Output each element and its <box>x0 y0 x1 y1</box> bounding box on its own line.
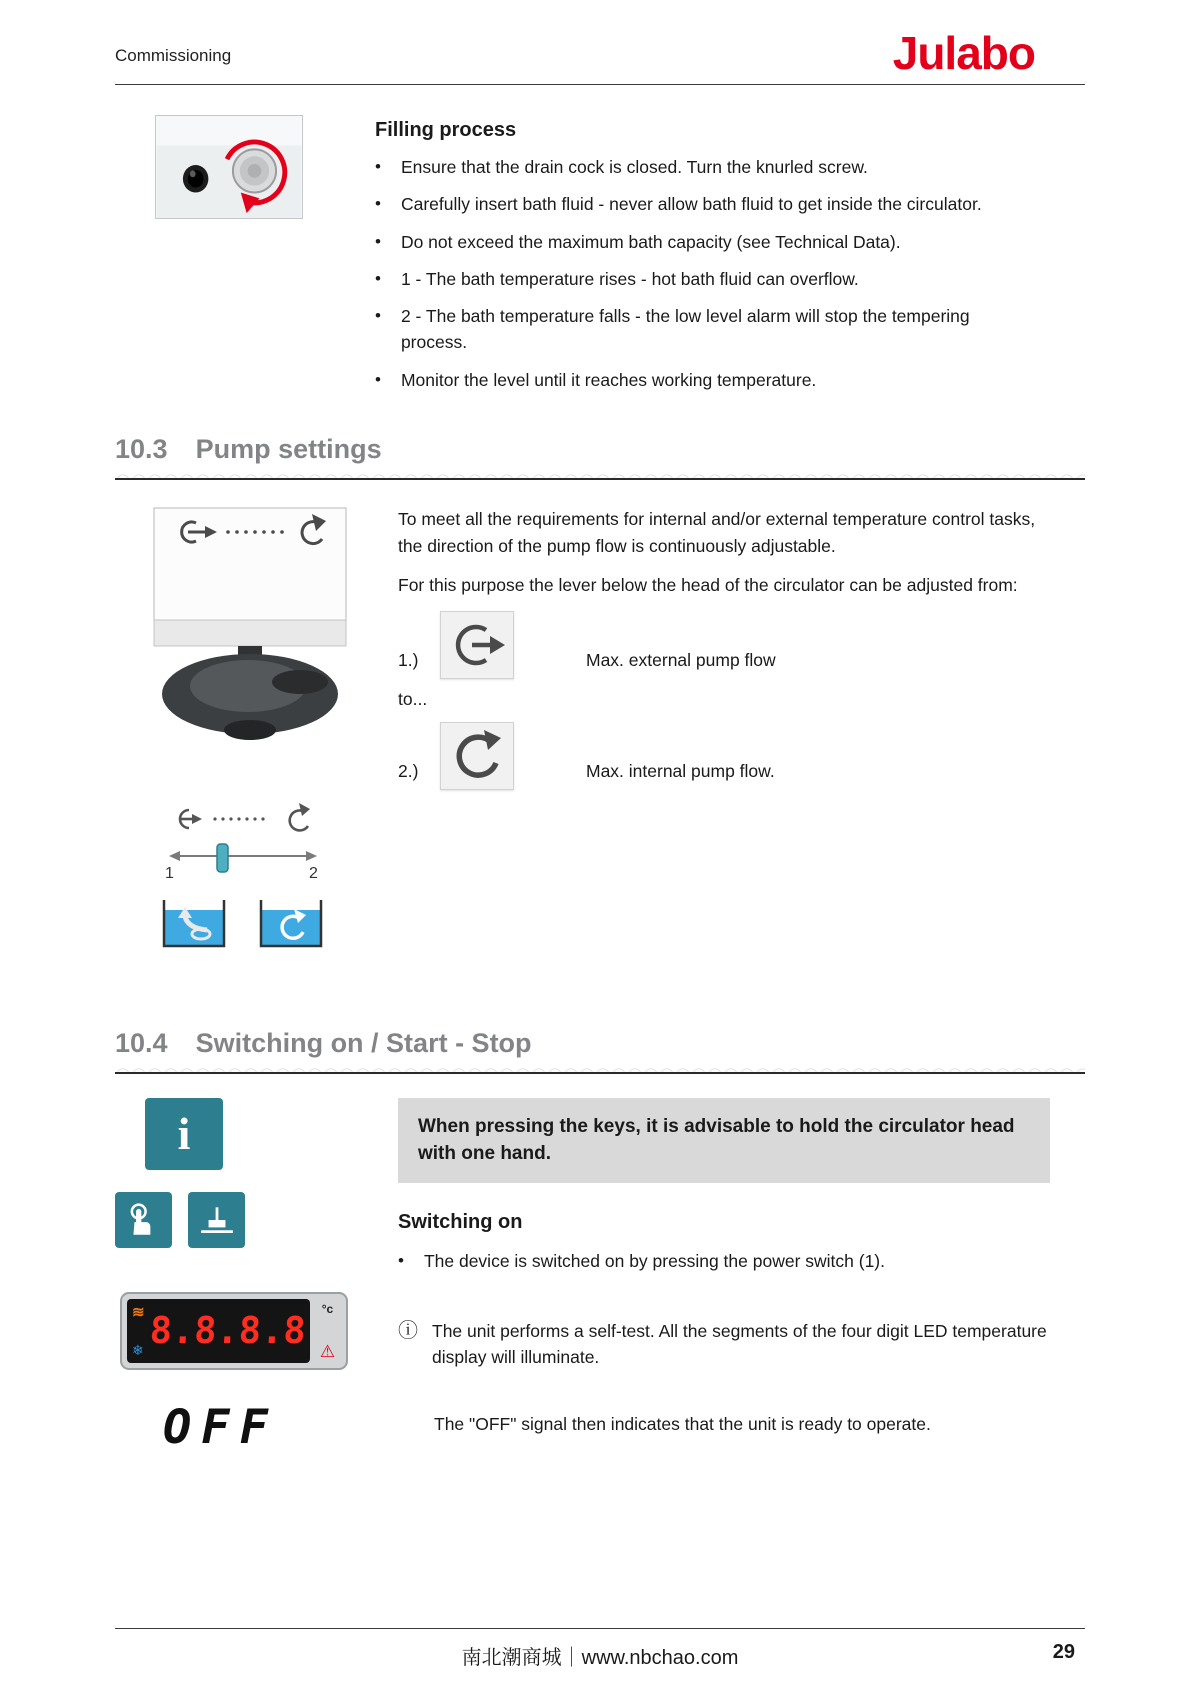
page-header <box>115 0 1085 79</box>
bullet-dot: • <box>375 306 381 325</box>
section-title: Switching on / Start - Stop <box>195 1027 532 1058</box>
warning-icon: ⚠ <box>319 1341 336 1361</box>
pump-option-1-number: 1.) <box>398 650 419 671</box>
led-status-icons <box>127 1305 145 1357</box>
led-display <box>120 1292 348 1370</box>
julabo-logo: Julabo <box>892 27 1035 79</box>
list-item <box>375 367 1015 393</box>
cooling-icon: ❄ <box>132 1341 144 1358</box>
info-icon <box>145 1098 223 1170</box>
bullet-dot: • <box>375 268 381 288</box>
section-divider <box>115 1065 1085 1074</box>
bullet-text: 1 - The bath temperature rises - hot bath fluid can overflow. <box>400 268 859 289</box>
to-label: to... <box>398 689 428 710</box>
power-switch-glyph <box>198 1201 236 1239</box>
header-divider <box>115 84 1085 85</box>
heating-icon: ≋ <box>132 1303 145 1321</box>
section-divider <box>115 471 1085 480</box>
section-heading-pump-settings <box>115 434 1085 465</box>
section-number: 10.3 <box>115 433 168 464</box>
page-footer <box>115 1628 1085 1670</box>
power-switch-icon <box>188 1192 245 1248</box>
bullet-dot: • <box>375 231 381 251</box>
self-test-note <box>398 1318 1048 1371</box>
key-icons-row <box>115 1192 398 1248</box>
section-number: 10.4 <box>115 1027 168 1058</box>
off-display: OFF <box>163 1399 278 1455</box>
section-heading-switching-on <box>115 1028 1085 1059</box>
pump-section <box>115 506 1085 954</box>
info-icon-glyph: i <box>177 1108 191 1160</box>
led-screen <box>127 1299 310 1363</box>
bullet-dot: • <box>375 157 381 176</box>
filling-title: Filling process <box>375 119 517 141</box>
diagram-label-1: 1 <box>165 864 174 882</box>
pump-figure-column <box>115 506 398 954</box>
internal-flow-icon <box>440 722 514 790</box>
bullet-dot: • <box>398 1250 404 1270</box>
internal-flow-glyph <box>451 729 503 783</box>
list-item <box>398 1248 1038 1274</box>
switching-content <box>398 1098 1085 1437</box>
diagram-label-2: 2 <box>309 864 318 882</box>
section-title: Pump settings <box>195 433 382 464</box>
list-item <box>375 191 1015 217</box>
filling-section <box>115 115 1085 404</box>
bath-flow-illustration <box>157 894 329 954</box>
page-number: 29 <box>1052 1641 1075 1663</box>
list-item <box>375 154 1015 180</box>
celsius-label: °c <box>321 1301 334 1316</box>
external-flow-icon <box>440 611 514 679</box>
list-item <box>375 266 1015 292</box>
pump-option-1 <box>398 611 1085 679</box>
bullet-text: Do not exceed the maximum bath capacity (see Technical Data). <box>400 231 901 252</box>
bullet-text: 2 - The bath temperature falls - the low level alarm will stop the tempering process. <box>400 306 970 353</box>
press-key-icon <box>115 1192 172 1248</box>
finger-press-glyph <box>125 1201 163 1239</box>
switching-figure-column <box>115 1098 398 1455</box>
bullet-text: Monitor the level until it reaches working temperature. <box>400 369 817 390</box>
switching-section <box>115 1098 1085 1455</box>
pump-option-2-label: Max. internal pump flow. <box>586 761 775 782</box>
led-digits: 8.8.8.8 <box>148 1309 307 1353</box>
switching-on-subheading: Switching on <box>398 1210 523 1233</box>
note-box: When pressing the keys, it is advisable to hold the circulator head with one hand. <box>398 1098 1050 1183</box>
filling-figure-column <box>115 115 375 219</box>
external-flow-glyph <box>448 619 506 671</box>
footer-site-text: 南北潮商城｜www.nbchao.com <box>461 1647 739 1669</box>
list-item <box>375 229 1015 255</box>
bullet-dot: • <box>375 194 381 214</box>
pump-option-2 <box>398 722 1085 790</box>
ready-text: The "OFF" signal then indicates that the unit is ready to operate. <box>434 1413 931 1434</box>
pump-paragraph-2: For this purpose the lever below the head of the circulator can be adjusted from: <box>398 575 1018 595</box>
pump-paragraph-1: To meet all the requirements for internal and/or external temperature control tasks, the direction of the pump flow is continuously adjustable. <box>398 508 1036 556</box>
self-test-text: The unit performs a self-test. All the segments of the four digit LED temperature display will illuminate. <box>432 1321 1047 1368</box>
info-inline-icon: ⓘ <box>398 1320 418 1343</box>
bullet-text: Ensure that the drain cock is closed. Turn the knurled screw. <box>400 157 868 177</box>
breadcrumb: Commissioning <box>115 46 232 65</box>
drain-screw-photo <box>155 115 303 219</box>
led-side-labels <box>314 1299 341 1363</box>
pump-flow-diagram <box>157 802 329 882</box>
bullet-text: Carefully insert bath fluid - never allow bath fluid to get inside the circulator. <box>400 194 982 215</box>
pump-option-1-label: Max. external pump flow <box>586 650 776 671</box>
bullet-dot: • <box>375 369 381 389</box>
list-item <box>375 303 1015 356</box>
circulator-head-photo <box>150 506 350 744</box>
pump-option-2-number: 2.) <box>398 761 419 782</box>
filling-bullet-list <box>375 154 1085 393</box>
filling-content <box>375 115 1085 404</box>
pump-content <box>398 506 1085 790</box>
bullet-text: The device is switched on by pressing the power switch (1). <box>423 1250 885 1271</box>
